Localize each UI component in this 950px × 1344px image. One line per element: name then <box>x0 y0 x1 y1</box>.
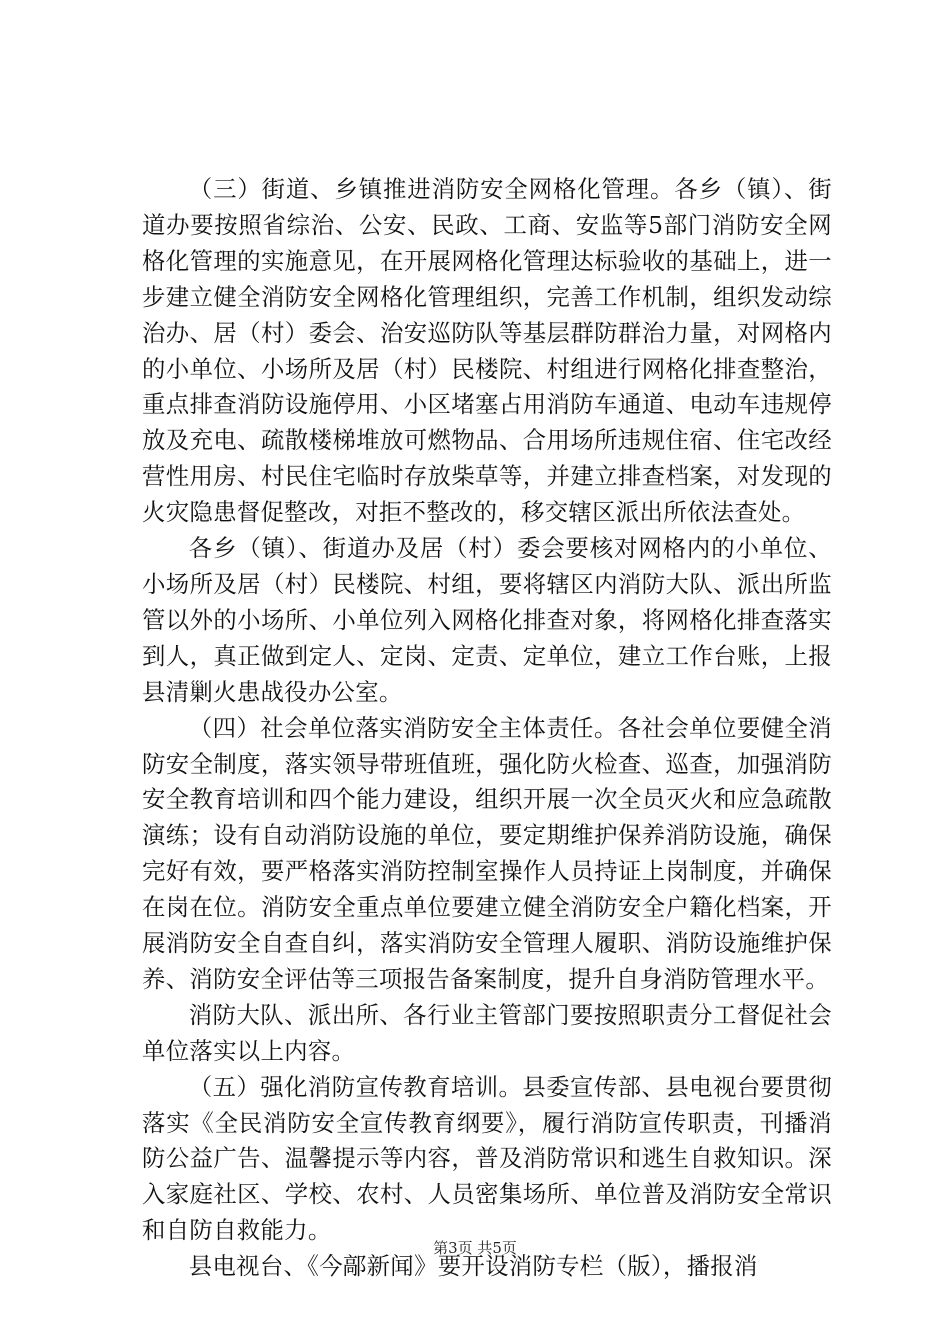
paragraph-tv-column: 县电视台、《今鄗新闻》要开设消防专栏（版），播报消 <box>188 1252 758 1281</box>
paragraph-grid-verification: 各乡（镇）、街道办及居（村）委会要核对网格内的小单位、小场所及居（村）民楼院、村组，要将辖区内消防大队、派出所监管以外的小场所、小单位列入网格化排查对象，将网格化排查落实到人，真正做到定人、定岗、定责、定单位，建立工作台账，上报县清剿火患战役办公室。 <box>142 534 832 706</box>
document-body <box>142 172 832 1285</box>
paragraph-section-4: （四）社会单位落实消防安全主体责任。各社会单位要健全消防安全制度，落实领导带班值班，强化防火检查、巡查，加强消防安全教育培训和四个能力建设，组织开展一次全员灭火和应急疏散演练；设有自动消防设施的单位，要定期维护保养消防设施，确保完好有效，要严格落实消防控制室操作人员持证上岗制度，并确保在岗在位。消防安全重点单位要建立健全消防安全户籍化档案，开展消防安全自查自纠，落实消防安全管理人履职、消防设施维护保养、消防安全评估等三项报告备案制度，提升自身消防管理水平。 <box>142 713 832 993</box>
paragraph-section-5: （五）强化消防宣传教育培训。县委宣传部、县电视台要贯彻落实《全民消防安全宣传教育纲要》，履行消防宣传职责，刊播消防公益广告、温馨提示等内容，普及消防常识和逃生自救知识。深入家庭社区、学校、农村、人员密集场所、单位普及消防安全常识和自防自救能力。 <box>142 1072 832 1245</box>
paragraph-supervision: 消防大队、派出所、各行业主管部门要按照职责分工督促社会单位落实以上内容。 <box>142 1000 832 1065</box>
paragraph-section-3: （三）街道、乡镇推进消防安全网格化管理。各乡（镇）、街道办要按照省综治、公安、民政、工商、安监等5部门消防安全网格化管理的实施意见，在开展网格化管理达标验收的基础上，进一步建立健全消防安全网格化管理组织，完善工作机制，组织发动综治办、居（村）委会、治安巡防队等基层群防群治力量，对网格内的小单位、小场所及居（村）民楼院、村组进行网格化排查整治，重点排查消防设施停用、小区堵塞占用消防车通道、电动车违规停放及充电、疏散楼梯堆放可燃物品、合用场所违规住宿、住宅改经营性用房、村民住宅临时存放柴草等，并建立排查档案，对发现的火灾隐患督促整改，对拒不整改的，移交辖区派出所依法查处。 <box>142 175 832 527</box>
page-number-footer: 第3页 共5页 <box>433 1239 517 1257</box>
